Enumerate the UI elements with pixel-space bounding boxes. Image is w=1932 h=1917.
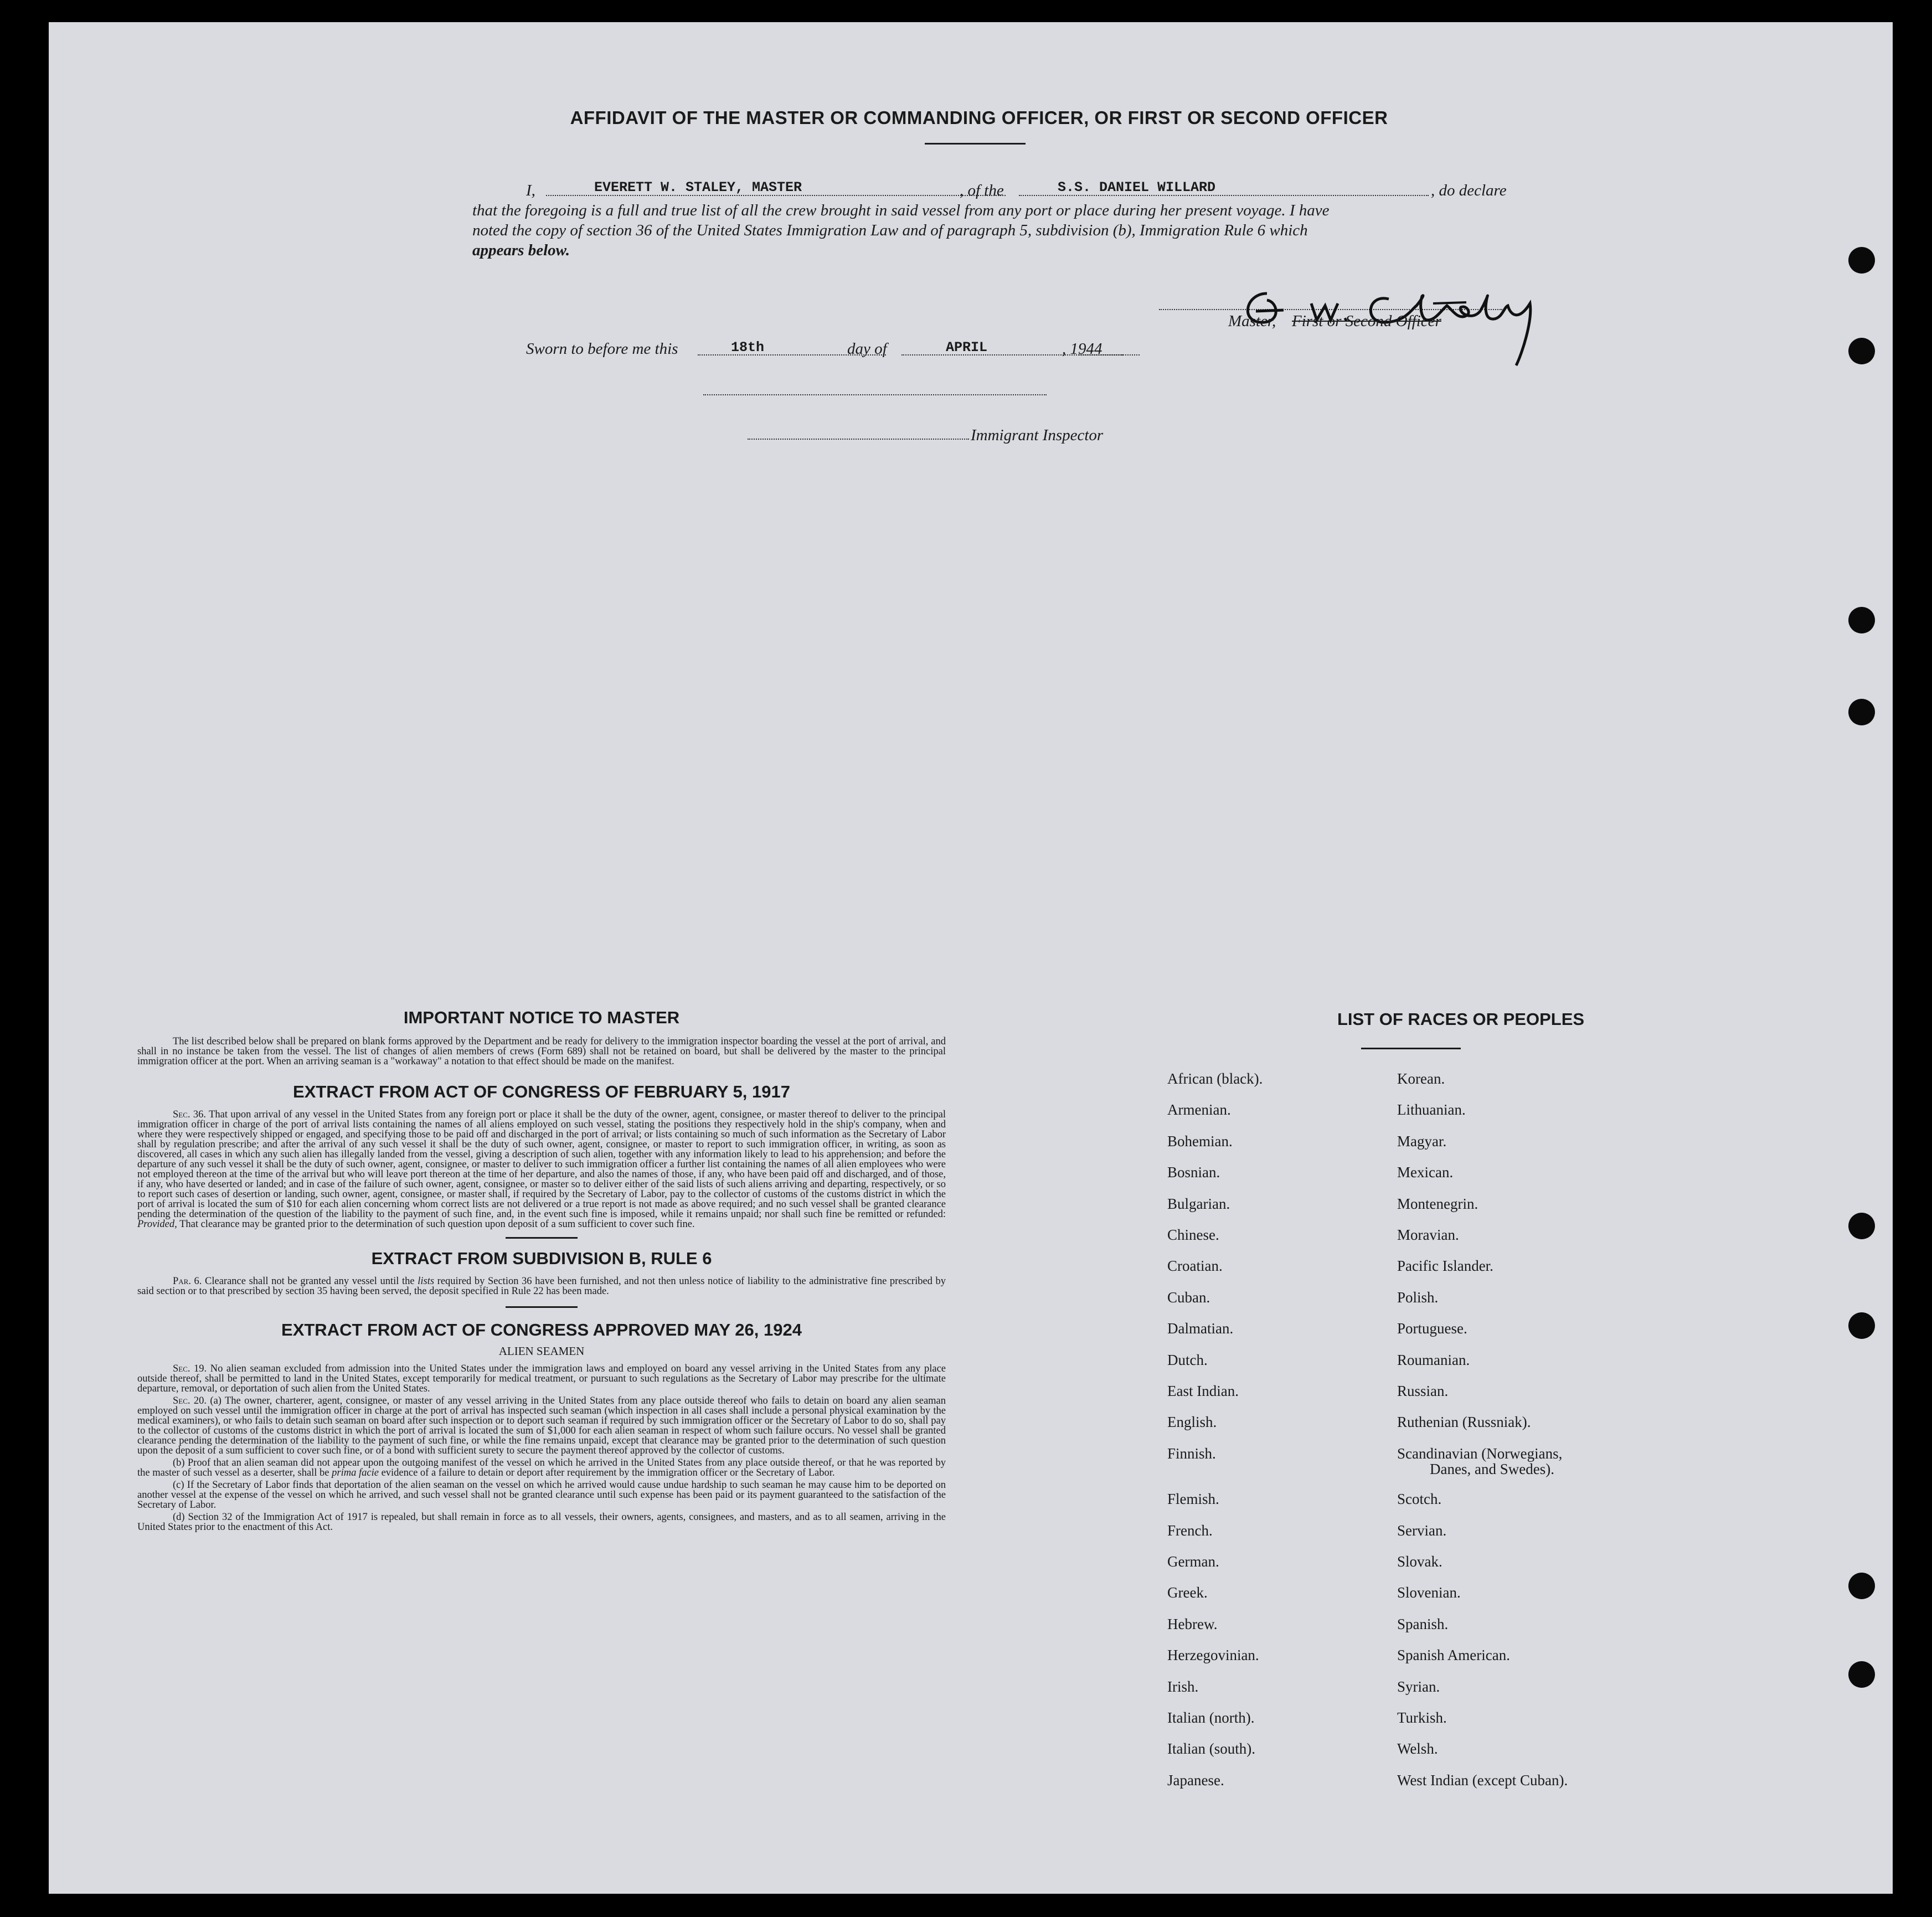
year-line (1079, 354, 1140, 355)
race-item: Servian. (1397, 1522, 1447, 1539)
race-item: Dutch. (1167, 1351, 1208, 1368)
race-item: Turkish. (1397, 1709, 1447, 1726)
race-item: Greek. (1167, 1584, 1208, 1601)
race-item: Irish. (1167, 1678, 1199, 1695)
race-item: German. (1167, 1553, 1219, 1570)
act1917-title: EXTRACT FROM ACT OF CONGRESS OF FEBRUARY 5, 1917 (293, 1082, 790, 1101)
act1917-text: Sec. 36. That upon arrival of any vessel in the United States from any foreign port or place it shall be the duty of the owner, agent, consignee, or master thereof to deliver to the principal immigration officer in charge of the port of arrival lists containing the names of all aliens employed on such vessel, stating the positions they respectively hold in the ship's company, when and where they were respectively shipped or engaged, and specifying those to be paid off and discharged in the port of arrival; or lists containing so much of such information as the Secretary of Labor shall by regulation prescribe; and after the arrival of any such vessel it shall be the duty of such owner, agent, consignee, or master to report to such immigration officer, in writing, as soon as discovered, all cases in which any such alien has illegally landed from the vessel, giving a description of such alien, together with any information likely to lead to his apprehension; and before the departure of any such vessel it shall be the duty of such owner, agent, consignee, or master to deliver to such immigration officer a further list containing the names of all alien employees who were not employed thereon at the time of the arrival but who will leave port thereon at the time of her departure, and also the names of those, if any, who have been paid off and discharged, and of those, if any, who have deserted or landed; and in case of the failure of such owner, agent, consignee, or master so to deliver either of the said lists of such aliens arriving and departing, respectively, or so to report such cases of desertion or landing, such owner, agent, consignee, or master shall, if required by the Secretary of Labor, pay to the collector of customs of the customs district in which the port of arrival is located the sum of $10 for each alien concerning whom correct lists are not delivered or a true report is not made as above required; and no such vessel shall be granted clearance pending the determination of the question of the liability to the payment of such fine, and, in the event such fine is imposed, while it remains unpaid; nor shall such fine be remitted or refunded: Provided, That clearance may be granted prior to the determination of such question upon deposit of a sum sufficient to cover such fine. (137, 1109, 946, 1230)
act1924-text: Sec. 19. No alien seaman excluded from admission into the United States under the immigration laws and employed on board any vessel arriving in the United States from any place outside thereof, shall be permitted to land in the United States, except temporarily for medical treatment, or pursuant to such regulations as the Secretary of Labor may prescribe for the ultimate departure, removal, or deportation of such alien from the United States. Sec. 20. (a) The owner, charterer, agent, consignee, or master of any vessel arriving in the United States from any place outside thereof who fails to detain on board any alien seaman employed on such vessel until the immigration officer in charge at the port of arrival has inspected such seaman (which inspection in all cases shall include a personal physical examination by the medical examiners), or who fails to detain such seaman on board after such inspection or to deport such seaman if required by such immigration officer or the Secretary of Labor to do so, shall pay to the collector of customs of the customs district in which the port of arrival is located the sum of $1,000 for each alien seaman in respect of whom such failure occurs. No vessel shall be granted clearance pending the determination of the liability to the payment of such fine, or while the fine remains unpaid, except that clearance may be granted prior to the determination of such question upon the deposit of a sum sufficient to cover such fine, or of a bond with sufficient surety to secure the payment thereof approved by the collector of customs. (b) Proof that an alien seaman did not appear upon the outgoing manifest of the vessel on which he arrived in the United States from any place outside thereof, or that he was reported by the master of such vessel as a deserter, shall be prima facie evidence of a failure to detain or deport after requirement by the immigration officer or the Secretary of Labor. (c) If the Secretary of Labor finds that deportation of the alien seaman on the vessel on which he arrived would cause undue hardship to such seaman he may cause him to be deported on another vessel at the expense of the vessel on which he arrived, and such vessel shall not be granted clearance until such expense has been paid or its payment guaranteed to the satisfaction of the Secretary of Labor. (d) Section 32 of the Immigration Act of 1917 is repealed, but shall remain in force as to all vessels, their owners, agents, consignees, and masters, and as to all seamen, arriving in the United States prior to the enactment of this Act. (137, 1363, 946, 1533)
affidavit-i-label: I, (526, 182, 535, 199)
race-item: Chinese. (1167, 1227, 1219, 1243)
race-item: Japanese. (1167, 1771, 1224, 1789)
race-item: Russian. (1397, 1383, 1449, 1399)
inspector-line (748, 439, 969, 440)
race-item: Finnish. (1167, 1445, 1216, 1462)
race-item: Dalmatian. (1167, 1320, 1234, 1337)
races-title: LIST OF RACES OR PEOPLES (1337, 1009, 1585, 1029)
race-item: Spanish. (1397, 1615, 1449, 1632)
race-item: Korean. (1397, 1070, 1445, 1087)
affidavit-line-2: noted the copy of section 36 of the United States Immigration Law and of paragraph 5, subdivision (b), Immigration Rule 6 which (472, 221, 1308, 239)
sworn-year: , 1944 (1062, 340, 1102, 358)
race-item: Magyar. (1397, 1132, 1447, 1150)
race-item: Scandinavian (Norwegians, (1397, 1445, 1563, 1462)
race-item: Slovenian. (1397, 1584, 1461, 1601)
race-item: Roumanian. (1397, 1351, 1470, 1368)
race-item: Portuguese. (1397, 1320, 1467, 1337)
race-item: French. (1167, 1522, 1213, 1539)
race-item: Italian (north). (1167, 1709, 1255, 1726)
notice-text: The list described below shall be prepared on blank forms approved by the Department and be ready for delivery to the immigration inspector boarding the vessel at the port of arrival, and shall in no instance be taken from the vessel. The list of changes of alien members of crews (Form 689) shall not be retained on board, but shall be delivered by the master to the principal immigration officer at the port. When an arriving seaman is a "workaway" a notation to that effect should be made on the manifest. (137, 1036, 946, 1067)
race-item: Moravian. (1397, 1227, 1459, 1243)
notice-title: IMPORTANT NOTICE TO MASTER (403, 1008, 680, 1027)
race-item: Hebrew. (1167, 1615, 1218, 1632)
punch-hole (1848, 338, 1875, 364)
race-item: Syrian. (1397, 1678, 1440, 1695)
punch-hole (1848, 1213, 1875, 1239)
master-name: EVERETT W. STALEY, MASTER (594, 179, 802, 195)
race-item: Herzegovinian. (1167, 1647, 1259, 1664)
race-item: Flemish. (1167, 1491, 1219, 1508)
race-item: Ruthenian (Russniak). (1397, 1414, 1531, 1431)
punch-hole (1848, 1573, 1875, 1599)
vessel-name: S.S. DANIEL WILLARD (1058, 179, 1216, 195)
struck-officer-label: First or Second Officer (1292, 312, 1441, 330)
act1924-subtitle: ALIEN SEAMEN (498, 1344, 585, 1358)
race-item: West Indian (except Cuban). (1397, 1771, 1568, 1789)
of-the-label: , of the (960, 182, 1004, 199)
master-label: Master, (1228, 312, 1276, 330)
race-item: African (black). (1167, 1070, 1263, 1087)
day-of-label: day of (847, 340, 887, 358)
do-declare-label: , do declare (1431, 182, 1507, 199)
punch-hole (1848, 1661, 1875, 1688)
race-item: Cuban. (1167, 1289, 1210, 1306)
race-item: Mexican. (1397, 1164, 1454, 1181)
sworn-label: Sworn to before me this (526, 340, 678, 358)
race-item: Spanish American. (1397, 1647, 1510, 1664)
race-item: Italian (south). (1167, 1740, 1255, 1758)
sworn-month: APRIL (946, 339, 988, 355)
legal-notices (137, 1008, 946, 1534)
punch-hole (1848, 699, 1875, 725)
affidavit-line-1: that the foregoing is a full and true list of all the crew brought in said vessel from any port or place during her present voyage. I have (472, 202, 1330, 219)
sworn-day: 18th (731, 339, 765, 355)
race-item: Danes, and Swedes). (1430, 1460, 1554, 1477)
rule6-text: Par. 6. Clearance shall not be granted any vessel until the lists required by Section 36 have been furnished, and not then unless notice of liability to the administrative fine prescribed by said section or to that prescribed by section 35 having been served, the deposit specified in Rule 22 has been made. (137, 1276, 946, 1297)
race-item: Lithuanian. (1397, 1101, 1466, 1119)
punch-hole (1848, 1312, 1875, 1339)
inspector-label: Immigrant Inspector (971, 426, 1104, 444)
race-item: Armenian. (1167, 1101, 1231, 1119)
race-item: Croatian. (1167, 1258, 1223, 1275)
inspector-seal-line (703, 394, 1047, 395)
rule6-title: EXTRACT FROM SUBDIVISION B, RULE 6 (371, 1249, 712, 1268)
divider-2 (506, 1306, 578, 1308)
race-item: English. (1167, 1414, 1217, 1431)
race-item: Polish. (1397, 1289, 1439, 1306)
race-item: Slovak. (1397, 1553, 1442, 1570)
punch-hole (1848, 607, 1875, 633)
race-item: Scotch. (1397, 1491, 1442, 1508)
races-underline (1361, 1048, 1461, 1049)
race-item: Montenegrin. (1397, 1195, 1478, 1212)
affidavit-line-3: appears below. (472, 241, 570, 259)
race-item: East Indian. (1167, 1383, 1239, 1399)
affidavit-title: AFFIDAVIT OF THE MASTER OR COMMANDING OFFICER, OR FIRST OR SECOND OFFICER (570, 107, 1388, 128)
race-item: Bohemian. (1167, 1132, 1233, 1150)
race-item: Welsh. (1397, 1740, 1438, 1758)
document-page (49, 22, 1893, 1894)
act1924-title: EXTRACT FROM ACT OF CONGRESS APPROVED MAY 26, 1924 (281, 1320, 802, 1339)
race-item: Bulgarian. (1167, 1195, 1230, 1212)
title-underline (925, 143, 1026, 145)
divider-1 (506, 1237, 578, 1239)
punch-hole (1848, 247, 1875, 274)
race-item: Bosnian. (1167, 1164, 1220, 1181)
race-item: Pacific Islander. (1397, 1258, 1493, 1275)
